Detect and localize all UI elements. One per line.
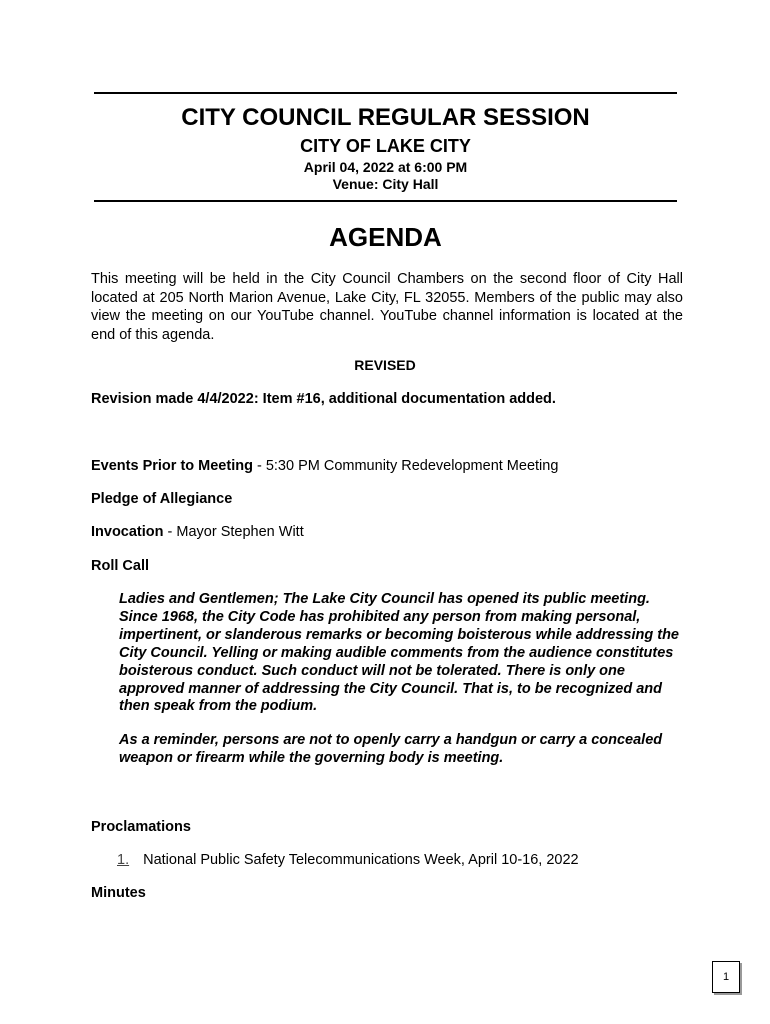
invocation-text: - Mayor Stephen Witt: [163, 524, 304, 540]
minutes-heading: Minutes: [91, 885, 146, 901]
header-top-rule: [94, 92, 677, 94]
meeting-datetime: April 04, 2022 at 6:00 PM: [303, 159, 468, 175]
proclamation-item-text: National Public Safety Telecommunications Week, April 10-16, 2022: [143, 852, 579, 868]
agenda-heading: AGENDA: [329, 222, 442, 252]
revision-note: Revision made 4/4/2022: Item #16, additional documentation added.: [91, 391, 556, 407]
events-prior-line: [91, 458, 558, 474]
meeting-venue: Venue: City Hall: [332, 176, 439, 192]
city-name: CITY OF LAKE CITY: [300, 136, 471, 156]
pledge-heading: Pledge of Allegiance: [91, 491, 233, 507]
proclamation-item-number-link[interactable]: 1.: [117, 852, 130, 868]
meeting-title: CITY COUNCIL REGULAR SESSION: [181, 104, 590, 131]
conduct-notice: Ladies and Gentlemen; The Lake City Council has opened its public meeting. Since 1968, the City Code has prohibited any person from making personal, impertinent, or slanderous remarks or becoming boisterous while addressing the City Council. Yelling or making audible comments from the audience constitutes boisterous conduct. Such conduct will not be tolerated. There is only one approved manner of addressing the City Council. That is, to be recognized and then speak from the podium.: [119, 591, 679, 715]
page-number: 1: [722, 971, 730, 983]
invocation-line: [91, 524, 304, 540]
intro-paragraph: This meeting will be held in the City Council Chambers on the second floor of City Hall located at 205 North Marion Avenue, Lake City, FL 32055. Members of the public may also view the meeting on our YouTube channel. YouTube channel information is located at the end of this agenda.: [91, 271, 683, 343]
firearms-notice: As a reminder, persons are not to openly carry a handgun or carry a concealed weapon or firearm while the governing body is meeting.: [119, 732, 663, 766]
events-prior-text: - 5:30 PM Community Redevelopment Meeting: [252, 458, 559, 474]
proclamations-heading: Proclamations: [91, 819, 191, 835]
header-bottom-rule: [94, 200, 677, 202]
page-number-badge: [712, 961, 740, 993]
proclamation-item: [117, 852, 579, 868]
revised-label: REVISED: [354, 357, 416, 373]
events-prior-label: Events Prior to Meeting: [91, 458, 253, 474]
roll-call-heading: Roll Call: [91, 558, 150, 574]
invocation-label: Invocation: [91, 524, 164, 540]
